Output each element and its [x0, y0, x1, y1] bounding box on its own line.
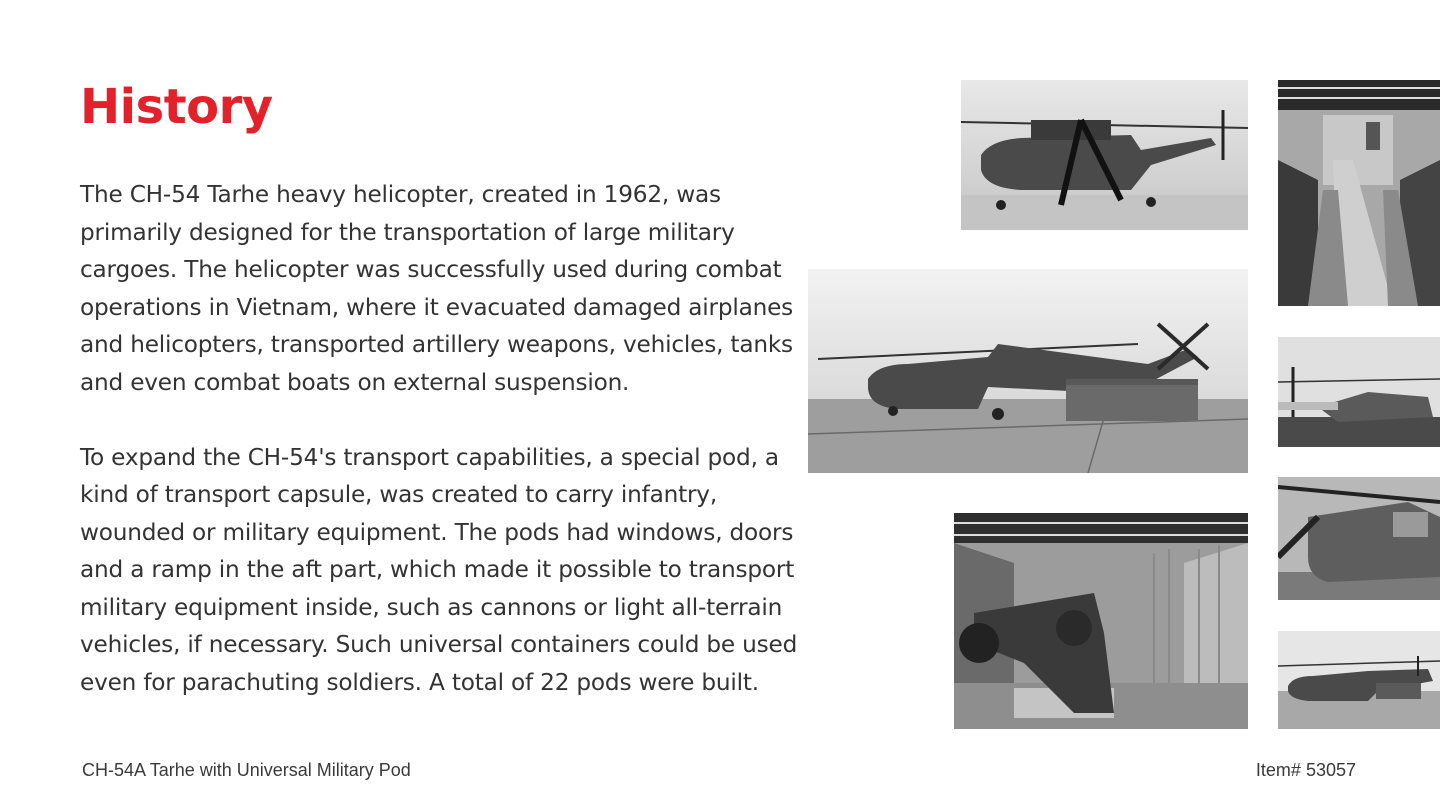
paragraph-1: The CH-54 Tarhe heavy helicopter, created in 1962, was primarily designed for the transportation of large military cargoes. The helicopter was successfully used during combat operations in Vietnam, where it evacuated damaged airplanes and helicopters, transported artillery weapons, vehicles, tanks and even combat boats on external suspension. — [80, 181, 794, 396]
page-title: History — [80, 79, 273, 135]
photo-helicopter-pod-distant — [1278, 631, 1440, 729]
item-number: Item# 53057 — [1255, 760, 1356, 780]
photo-helicopter-with-pod — [808, 269, 1248, 473]
photo-helicopter-rear-view — [1278, 337, 1440, 447]
history-text — [80, 176, 805, 701]
photo-helicopter-closeup — [1278, 477, 1440, 600]
photo-pod-interior-seating — [1278, 80, 1440, 306]
photo-pod-interior-cannon — [954, 513, 1248, 729]
paragraph-2: To expand the CH-54's transport capabilities, a special pod, a kind of transport capsule, was created to carry infantry, wounded or military equipment. The pods had windows, doors and a ramp in the aft part, which made it possible to transport military equipment inside, such as cannons or light all-terrain vehicles, if necessary. Such universal containers could be used even for parachuting soldiers. A total of 22 pods were built. — [80, 443, 798, 696]
photo-helicopter-side-view — [961, 80, 1248, 230]
product-name: CH-54A Tarhe with Universal Military Pod — [82, 760, 411, 780]
